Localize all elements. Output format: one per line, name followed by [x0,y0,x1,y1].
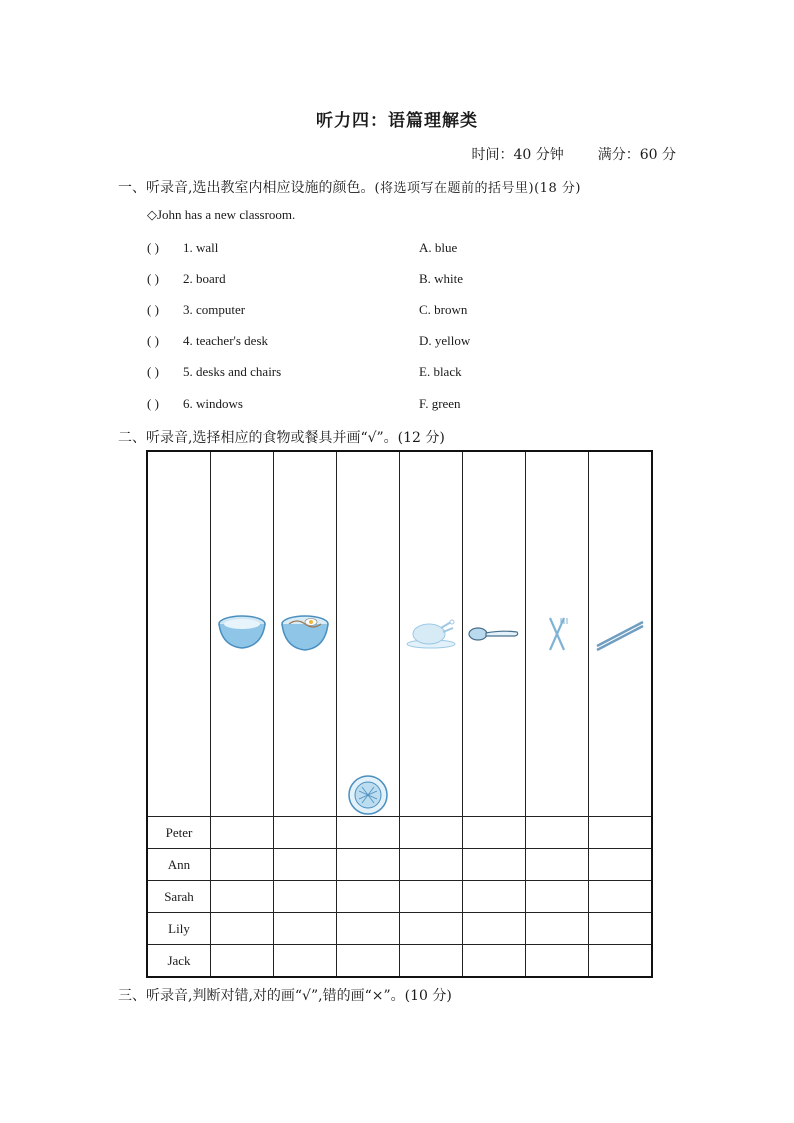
section-1-heading [118,177,581,197]
image-cell [589,451,653,817]
question-row [147,364,667,384]
check-cell[interactable] [526,881,589,913]
check-cell[interactable] [463,881,526,913]
check-cell[interactable] [337,817,400,849]
student-row [147,913,652,945]
question-row [147,271,667,291]
answer-blank[interactable]: ( ) [147,364,159,379]
check-cell[interactable] [274,849,337,881]
corner-cell [147,451,211,817]
answer-option: C. brown [419,302,468,317]
answer-option: D. yellow [419,333,471,348]
answer-blank[interactable]: ( ) [147,333,159,348]
image-cell [274,451,337,817]
answer-option: A. blue [419,240,458,255]
image-row [147,451,652,817]
answer-blank[interactable]: ( ) [147,271,159,286]
check-cell[interactable] [526,913,589,945]
student-row [147,849,652,881]
check-cell[interactable] [400,849,463,881]
image-cell [463,451,526,817]
check-cell[interactable] [463,913,526,945]
image-cell [526,451,589,817]
student-name: Peter [147,817,211,849]
check-cell[interactable] [400,913,463,945]
full-score: 满分：60 分 [597,147,676,163]
check-cell[interactable] [463,945,526,978]
answer-blank[interactable]: ( ) [147,240,159,255]
answer-blank[interactable]: ( ) [147,302,159,317]
check-cell[interactable] [526,945,589,978]
check-cell[interactable] [274,817,337,849]
knife-fork-icon [545,616,569,652]
check-cell[interactable] [337,881,400,913]
student-name: Ann [147,849,211,881]
spoon-icon [467,624,521,644]
section-2-heading: 二、听录音,选择相应的食物或餐具并画“√”。(12 分) [118,430,445,446]
check-cell[interactable] [211,817,274,849]
student-row [147,817,652,849]
answer-option: B. white [419,271,464,286]
check-cell[interactable] [211,945,274,978]
check-cell[interactable] [589,945,653,978]
check-cell[interactable] [400,881,463,913]
check-cell[interactable] [274,913,337,945]
question-item: 3. computer [183,302,246,317]
time-limit: 时间：40 分钟 [471,147,564,163]
check-cell[interactable] [400,945,463,978]
chopsticks-icon [594,618,646,652]
noodle-bowl-icon [279,612,331,654]
check-cell[interactable] [526,849,589,881]
image-cell [400,451,463,817]
question-row [147,396,667,416]
question-row [147,333,667,353]
section-1-note: (将选项写在题前的括号里)(18 分) [374,181,581,196]
answer-option: E. black [419,364,462,379]
section-3-heading: 三、听录音,判断对错,对的画“√”,错的画“×”。(10 分) [118,988,452,1004]
check-cell[interactable] [211,913,274,945]
check-cell[interactable] [337,945,400,978]
check-cell[interactable] [274,881,337,913]
question-item: 4. teacher's desk [183,333,269,348]
roast-chicken-icon [405,618,457,650]
question-item: 5. desks and chairs [183,364,282,379]
check-cell[interactable] [589,913,653,945]
student-name: Sarah [147,881,211,913]
question-item: 1. wall [183,240,219,255]
section-1-intro: ◇John has a new classroom. [147,207,296,222]
check-cell[interactable] [337,913,400,945]
answer-blank[interactable]: ( ) [147,396,159,411]
image-cell [211,451,274,817]
soup-bowl-icon [216,612,268,652]
question-item: 2. board [183,271,226,286]
answer-option: F. green [419,396,461,411]
question-row [147,240,667,260]
check-cell[interactable] [589,849,653,881]
student-row [147,945,652,978]
dumpling-plate-icon [347,774,389,816]
check-cell[interactable] [274,945,337,978]
question-item: 6. windows [183,396,243,411]
section-1-title: 一、听录音,选出教室内相应设施的颜色。 [118,180,375,196]
check-cell[interactable] [589,817,653,849]
check-cell[interactable] [211,849,274,881]
student-name: Lily [147,913,211,945]
check-cell[interactable] [463,817,526,849]
question-row [147,302,667,322]
image-cell [337,451,400,817]
check-cell[interactable] [400,817,463,849]
student-row [147,881,652,913]
check-cell[interactable] [526,817,589,849]
student-name: Jack [147,945,211,978]
check-cell[interactable] [589,881,653,913]
exam-meta [471,144,676,164]
check-cell[interactable] [337,849,400,881]
answer-grid [146,450,653,978]
check-cell[interactable] [463,849,526,881]
page-title: 听力四：语篇理解类 [316,111,478,131]
check-cell[interactable] [211,881,274,913]
